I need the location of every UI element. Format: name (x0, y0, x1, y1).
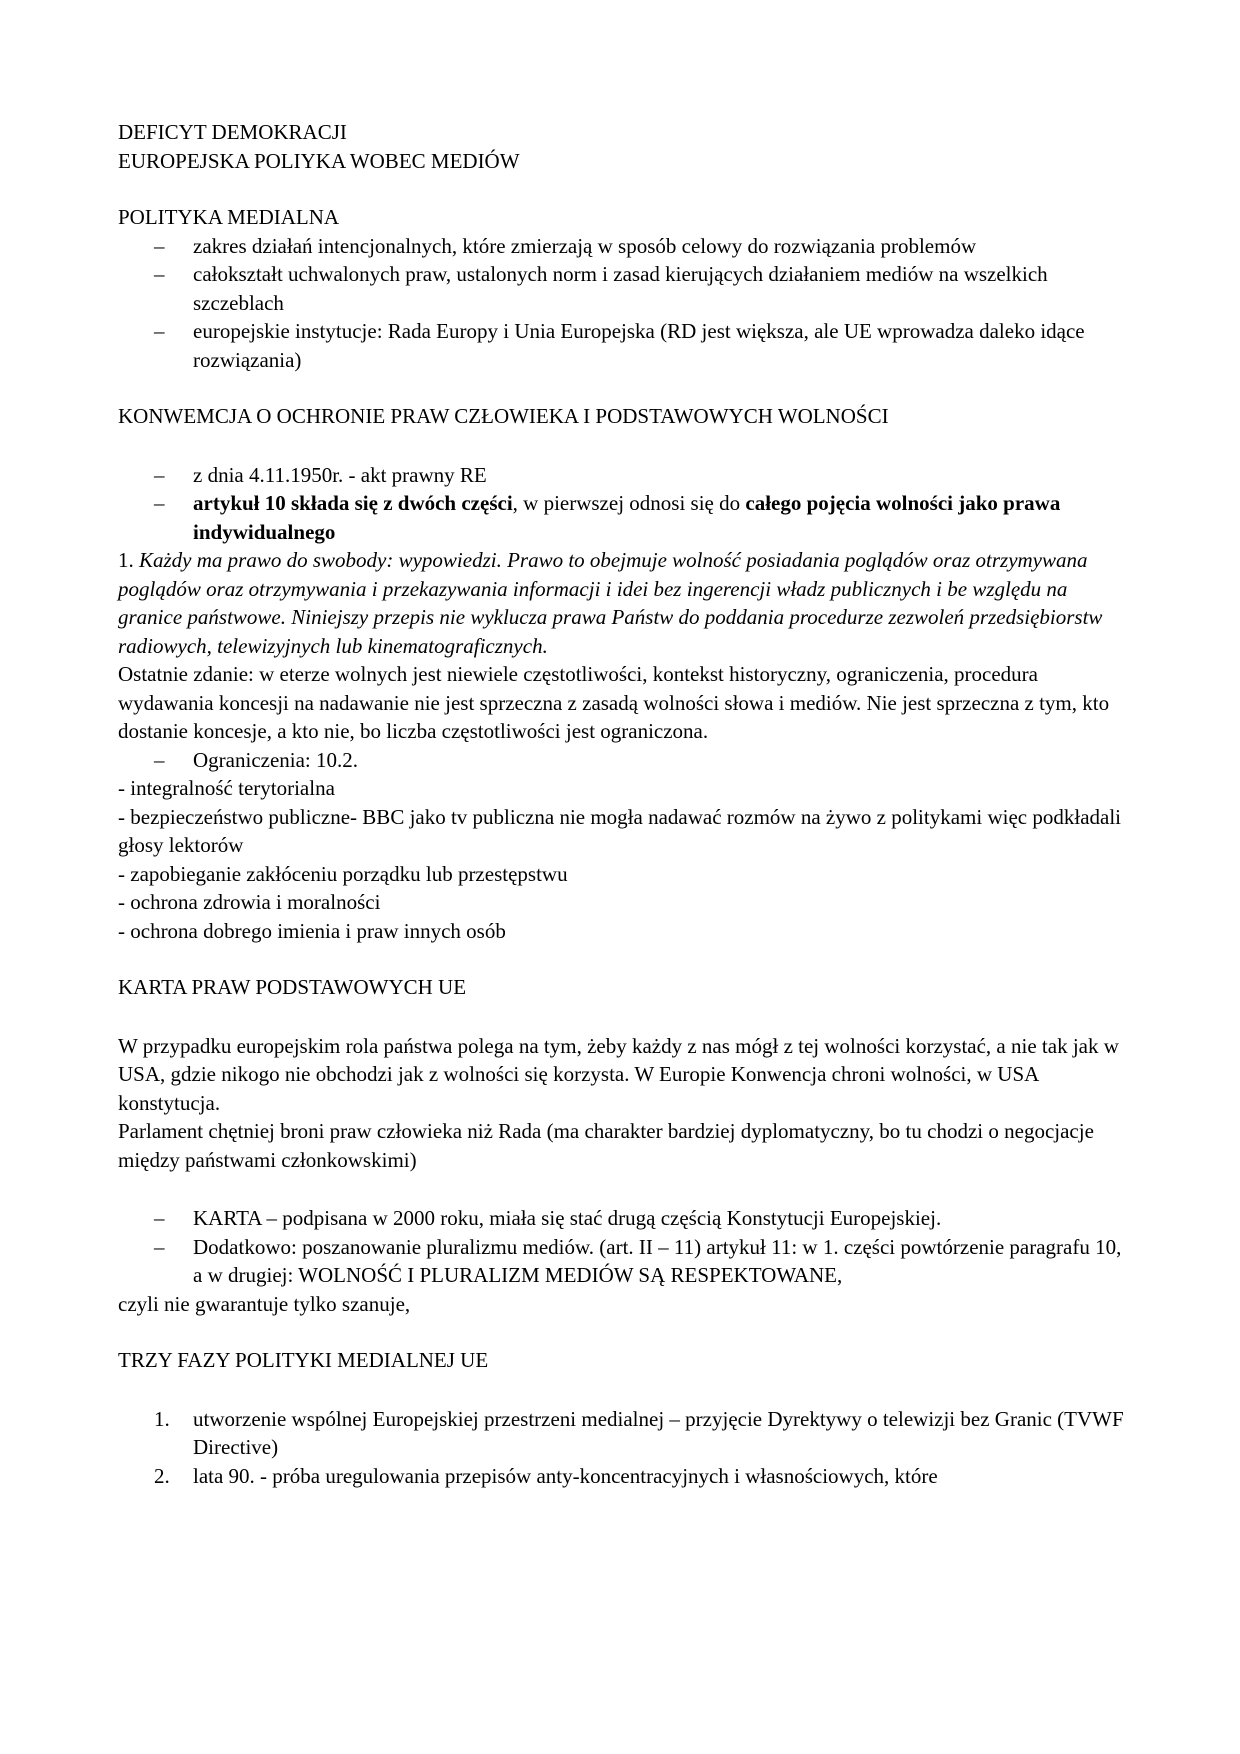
paragraph: czyli nie gwarantuje tylko szanuje, (118, 1291, 411, 1316)
konwencja-list (118, 461, 1128, 547)
list-item: – zakres działań intencjonalnych, które zmierzają w sposób celowy do rozwiązania problemów (118, 232, 1128, 261)
karta-list (118, 1204, 1128, 1290)
limit-item: - zapobieganie zakłóceniu porządku lub przestępstwu (118, 861, 568, 886)
list-item: – całokształt uchwalonych praw, ustalonych norm i zasad kierujących działaniem mediów na wszelkich szczeblach (118, 260, 1128, 317)
list-item: – Dodatkowo: poszanowanie pluralizmu mediów. (art. II – 11) artykuł 11: w 1. części powtórzenie paragrafu 10, a w drugiej: WOLNOŚĆ I PLURALIZM MEDIÓW SĄ RESPEKTOWANE, (118, 1233, 1128, 1290)
fazy-list (118, 1405, 1128, 1491)
polityka-list (118, 232, 1128, 375)
list-item (118, 1462, 1128, 1491)
limits-label: – Ograniczenia: 10.2. (118, 746, 1128, 775)
bold-text: całego pojęcia wolności jako prawa indywidualnego (193, 491, 1061, 544)
list-text: lata 90. - próba uregulowania przepisów anty-koncentracyjnych i własnościowych, które (193, 1463, 938, 1488)
quote-number: 1. (118, 548, 139, 572)
quote-text: Każdy ma prawo do swobody: wypowiedzi. Prawo to obejmuje wolność posiadania poglądów oraz otrzymywana poglądów oraz otrzymywania i przekazywania informacji i idei bez ingerencji władz publicznych i be względu na granice państwowe. Niniejszy przepis nie wyklucza prawa Państw do poddania procedurze zezwoleń przedsiębiorstw radiowych, telewizyjnych lub kinematograficznych. (118, 548, 1103, 658)
list-item (118, 489, 1128, 546)
list-item: – z dnia 4.11.1950r. - akt prawny RE (118, 461, 1128, 490)
paragraph: W przypadku europejskim rola państwa polega na tym, żeby każdy z nas mógł z tej wolności korzystać, a nie tak jak w USA, gdzie nikogo nie obchodzi jak z wolności się korzysta. W Europie Konwencja chroni wolności, w USA konstytucja. (118, 1033, 1119, 1115)
paragraph: Ostatnie zdanie: w eterze wolnych jest niewiele częstotliwości, kontekst historyczny, ograniczenia, procedura wydawania koncesji na nadawanie nie jest sprzeczna z zasadą wolności słowa i mediów. Nie jest sprzeczna z tym, kto dostanie koncesje, a kto nie, bo liczba częstotliwości jest ograniczona. (118, 662, 1110, 743)
bold-text: artykuł 10 składa się z dwóch części (193, 491, 513, 515)
section-heading-polityka: POLITYKA MEDIALNA (118, 205, 340, 229)
limit-item: - integralność terytorialna (118, 776, 335, 800)
limit-item: - ochrona dobrego imienia i praw innych osób (118, 918, 506, 943)
document-title: DEFICYT DEMOKRACJI (118, 120, 347, 144)
limit-item: - ochrona zdrowia i moralności (118, 890, 381, 914)
text: , w pierwszej odnosi się do (512, 491, 746, 515)
list-item: – europejskie instytucje: Rada Europy i Unia Europejska (RD jest większa, ale UE wprowadza daleko idące rozwiązania) (118, 317, 1128, 374)
document-subtitle: EUROPEJSKA POLIYKA WOBEC MEDIÓW (118, 148, 520, 173)
list-number: 1. (154, 1406, 170, 1431)
section-heading-fazy: TRZY FAZY POLITYKI MEDIALNEJ UE (118, 1348, 489, 1372)
list-text: utworzenie wspólnej Europejskiej przestrzeni medialnej – przyjęcie Dyrektywy o telewizji bez Granic (TVWF Directive) (193, 1406, 1124, 1459)
paragraph: Parlament chętniej broni praw człowieka niż Rada (ma charakter bardziej dyplomatyczny, bo tu chodzi o negocjacje między państwami członkowskimi) (118, 1119, 1094, 1172)
limit-item: - bezpieczeństwo publiczne- BBC jako tv publiczna nie mogła nadawać rozmów na żywo z politykami więc podkładali głosy lektorów (118, 804, 1122, 857)
list-number: 2. (154, 1463, 170, 1488)
section-heading-konwencja: KONWEMCJA O OCHRONIE PRAW CZŁOWIEKA I PODSTAWOWYCH WOLNOŚCI (118, 404, 889, 428)
article-quote (118, 546, 1128, 660)
document-body (118, 118, 1128, 1490)
list-item (118, 1405, 1128, 1462)
list-item: – KARTA – podpisana w 2000 roku, miała się stać drugą częścią Konstytucji Europejskiej. (118, 1204, 1128, 1233)
section-heading-karta: KARTA PRAW PODSTAWOWYCH UE (118, 975, 467, 999)
